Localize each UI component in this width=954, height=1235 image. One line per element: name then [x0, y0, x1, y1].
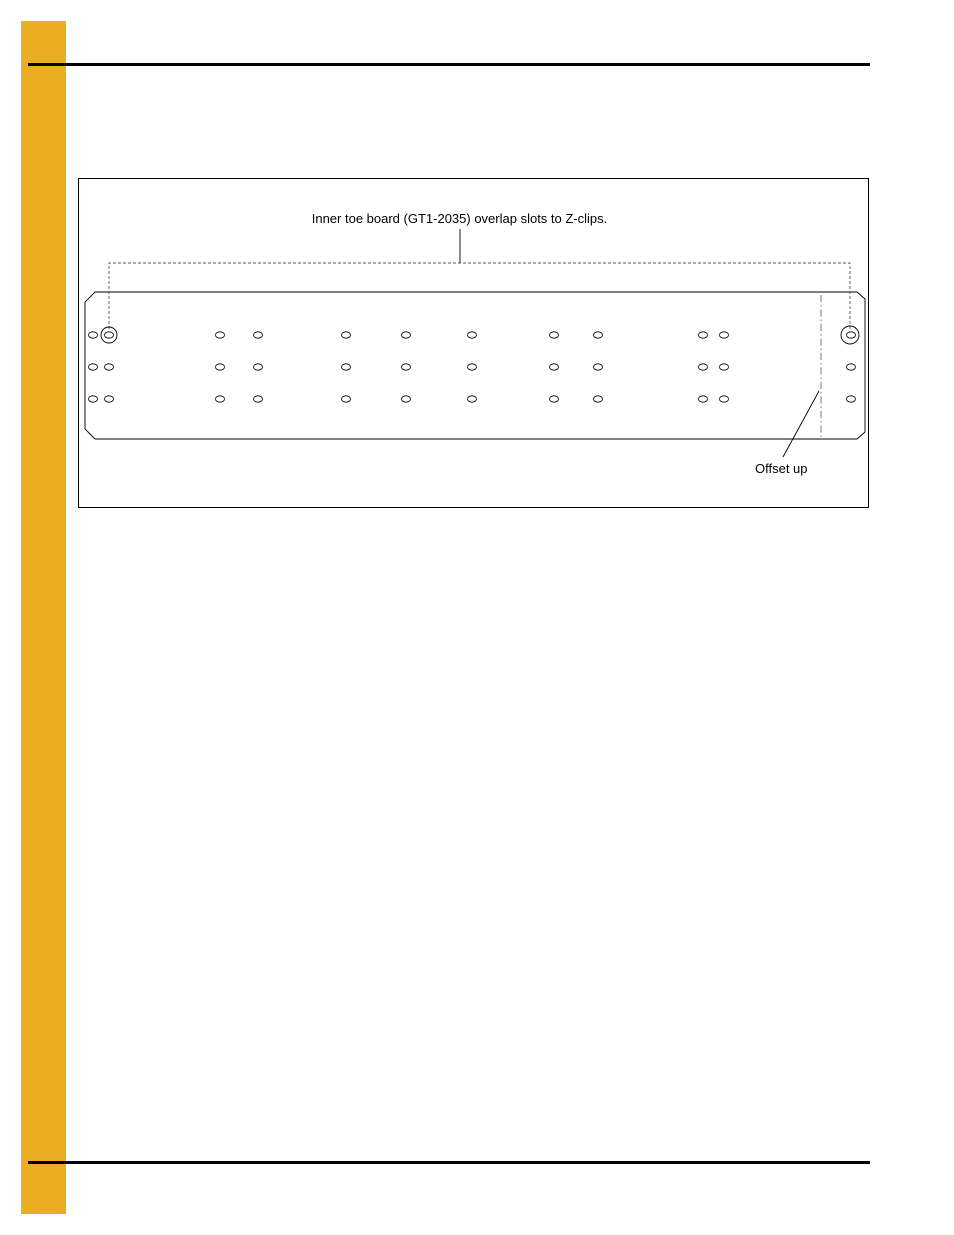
slot-oval: [699, 396, 708, 402]
toe-board-drawing: [79, 179, 868, 507]
slot-oval: [402, 396, 411, 402]
slot-oval: [594, 396, 603, 402]
slot-oval: [594, 332, 603, 338]
slot-oval: [402, 364, 411, 370]
toe-board-figure: [78, 178, 869, 508]
callout-slots-text: Inner toe board (GT1-2035) overlap slots to Z-clips.: [311, 211, 608, 226]
slot-oval: [699, 332, 708, 338]
slot-oval: [468, 332, 477, 338]
slot-oval: [402, 332, 411, 338]
callout-leader-offset: [783, 391, 819, 457]
slot-oval: [254, 364, 263, 370]
slot-oval: [720, 332, 729, 338]
slot-oval: [216, 364, 225, 370]
slot-oval: [720, 364, 729, 370]
slot-oval: [550, 364, 559, 370]
slot-oval: [699, 364, 708, 370]
callout-slots-label: [79, 211, 868, 226]
slot-oval: [254, 332, 263, 338]
slot-oval: [89, 332, 98, 338]
slot-oval: [847, 364, 856, 370]
slot-oval: [216, 332, 225, 338]
slot-oval: [105, 332, 114, 338]
slot-oval: [550, 396, 559, 402]
slot-oval: [720, 396, 729, 402]
slot-oval: [847, 396, 856, 402]
slot-oval: [468, 364, 477, 370]
slot-oval: [89, 364, 98, 370]
slot-oval: [342, 396, 351, 402]
callout-offset-label: Offset up: [755, 461, 808, 476]
circled-slot-left: [101, 327, 117, 343]
slot-group: [89, 332, 856, 402]
slot-oval: [342, 332, 351, 338]
slot-oval: [550, 332, 559, 338]
header-rule: [28, 63, 870, 66]
slot-oval: [89, 396, 98, 402]
slot-oval: [105, 396, 114, 402]
slot-oval: [105, 364, 114, 370]
toe-board-outline: [85, 292, 865, 439]
slot-oval: [254, 396, 263, 402]
slot-oval: [594, 364, 603, 370]
footer-rule: [28, 1161, 870, 1164]
slot-oval: [468, 396, 477, 402]
slot-oval: [847, 332, 856, 338]
side-tab: [21, 21, 66, 1214]
callout-bracket: [109, 263, 850, 329]
slot-oval: [216, 396, 225, 402]
slot-oval: [342, 364, 351, 370]
